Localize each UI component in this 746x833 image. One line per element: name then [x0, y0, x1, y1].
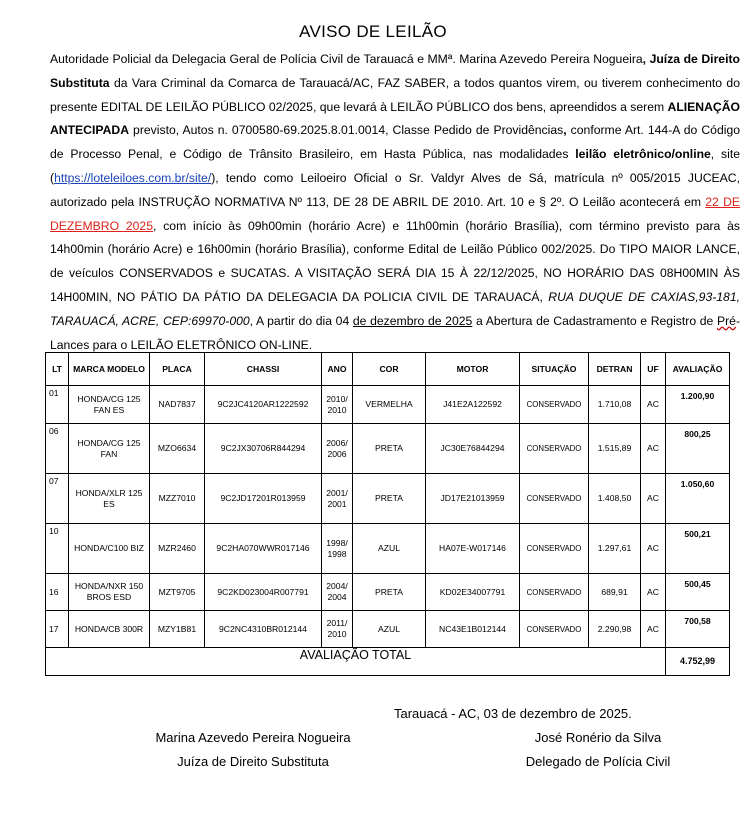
body-text-1: Autoridade Policial da Delegacia Geral de Polícia Civil de Tarauacá e MMª. Marina Azevedo Pereira Nogueira	[50, 52, 643, 66]
cell-placa: MZO6634	[150, 424, 205, 474]
cell-cor: PRETA	[353, 424, 426, 474]
cell-detran: 689,91	[589, 574, 641, 611]
auction-date: 22 DE DEZEMBRO 2025	[50, 194, 741, 233]
table-row	[46, 524, 730, 574]
header-avaliacao: AVALIAÇÃO	[666, 353, 730, 386]
notice-body	[50, 48, 740, 357]
header-lt: LT	[46, 353, 69, 386]
cell-placa: MZT9705	[150, 574, 205, 611]
signature-role: Delegado de Polícia Civil	[525, 754, 671, 769]
cell-motor: NC43E1B012144	[426, 611, 520, 648]
cell-detran: 1.408,50	[589, 474, 641, 524]
cell-cor: AZUL	[353, 611, 426, 648]
cell-ano: 2004/ 2004	[322, 574, 353, 611]
signature-name: Marina Azevedo Pereira Nogueira	[155, 730, 351, 745]
signature-judge	[138, 726, 368, 774]
cell-ano: 2010/ 2010	[322, 386, 353, 424]
table-header-row	[46, 353, 730, 386]
cell-motor: JD17E21013959	[426, 474, 520, 524]
cell-uf: AC	[641, 574, 666, 611]
cell-placa: MZY1B81	[150, 611, 205, 648]
cell-uf: AC	[641, 611, 666, 648]
table-row	[46, 574, 730, 611]
cell-chassi: 9C2NC4310BR012144	[205, 611, 322, 648]
vehicles-table	[45, 352, 730, 676]
body-text-7: conforme Art. 144-A do Código de Processo Penal, e Código de Trânsito Brasileiro, em Hasta Pública, nas modalidades	[50, 123, 741, 162]
cell-uf: AC	[641, 474, 666, 524]
cell-avaliacao: 500,21	[666, 524, 730, 574]
body-text-5: previsto, Autos n. 0700580-69.2025.8.01.0014, Classe Pedido de Providências	[129, 123, 564, 138]
cell-ano: 1998/ 1998	[322, 524, 353, 574]
total-label: AVALIAÇÃO TOTAL	[46, 648, 666, 676]
cell-situacao: CONSERVADO	[520, 386, 589, 424]
header-uf: UF	[641, 353, 666, 386]
body-text-13: , A partir do dia 04	[249, 313, 353, 328]
cell-detran: 1.710,08	[589, 386, 641, 424]
cell-avaliacao: 1.050,60	[666, 474, 730, 524]
cell-ano: 2001/ 2001	[322, 474, 353, 524]
cell-placa: MZZ7010	[150, 474, 205, 524]
cell-chassi: 9C2JD17201R013959	[205, 474, 322, 524]
signature-role: Juíza de Direito Substituta	[177, 754, 329, 769]
auction-site-link[interactable]: https://loteleiloes.com.br/site/	[54, 170, 212, 185]
cell-uf: AC	[641, 424, 666, 474]
cell-lt: 10	[46, 524, 69, 574]
cell-lt: 17	[46, 611, 69, 648]
header-chassi: CHASSI	[205, 353, 322, 386]
cell-uf: AC	[641, 386, 666, 424]
body-text-15: a Abertura de Cadastramento e Registro de	[472, 313, 717, 328]
cell-chassi: 9C2KD023004R007791	[205, 574, 322, 611]
header-placa: PLACA	[150, 353, 205, 386]
table-row	[46, 611, 730, 648]
cell-situacao: CONSERVADO	[520, 424, 589, 474]
body-text-17: -Lances para o LEILÃO ELETRÔNICO ON-LINE.	[50, 313, 740, 352]
cell-lt: 07	[46, 474, 69, 524]
cell-detran: 1.297,61	[589, 524, 641, 574]
cell-motor: J41E2A122592	[426, 386, 520, 424]
cell-lt: 06	[46, 424, 69, 474]
header-detran: DETRAN	[589, 353, 641, 386]
cell-ano: 2006/ 2006	[322, 424, 353, 474]
cell-uf: AC	[641, 524, 666, 574]
cell-cor: AZUL	[353, 524, 426, 574]
cell-modelo: HONDA/CG 125 FAN ES	[69, 386, 150, 424]
cell-modelo: HONDA/C100 BIZ	[69, 524, 150, 574]
cell-situacao: CONSERVADO	[520, 574, 589, 611]
cell-placa: MZR2460	[150, 524, 205, 574]
signature-name: José Ronério da Silva	[534, 730, 662, 745]
body-text-11: , com início às 09h00min (horário Acre) e 11h00min (horário Brasília), com término previsto para às 14h00min (horário Acre) e 16h00min (horário Brasília), conforme Edital de Leilão Público 002/2025. Do TIPO MAIOR LANCE, de veículos CONSERVADOS e SUCATAS. A VISITAÇÃO SERÁ DIA 15 À 22/12/2025, NO HORÁRIO DAS 08H00MIN ÀS 14H00MIN, NO PÁTIO DA PÁTIO DA DELEGACIA DA POLICIA CIVIL DE TARAUACÁ,	[50, 218, 740, 304]
cell-cor: VERMELHA	[353, 386, 426, 424]
body-text-10: ), tendo como Leiloeiro Oficial o Sr. Valdyr Alves de Sá, matrícula nº 005/2015 JUCEAC, autorizado pela INSTRUÇÃO NORMATIVA Nº 113, DE 28 DE ABRIL DE 2010. Art. 10 e § 2º. O Leilão acontecerá em	[50, 170, 740, 209]
cell-avaliacao: 700,58	[666, 611, 730, 648]
header-situacao: SITUAÇÃO	[520, 353, 589, 386]
total-row	[46, 648, 730, 676]
table-row	[46, 386, 730, 424]
cell-motor: KD02E34007791	[426, 574, 520, 611]
cell-situacao: CONSERVADO	[520, 474, 589, 524]
body-bold-judge: , Juíza de Direito Substituta	[50, 52, 740, 90]
city-date: Tarauacá - AC, 03 de dezembro de 2025.	[394, 706, 632, 721]
header-motor: MOTOR	[426, 353, 520, 386]
body-text-9: , site (	[50, 147, 740, 185]
cell-detran: 1.515,89	[589, 424, 641, 474]
body-bold-comma: ,	[563, 123, 567, 138]
cell-motor: HA07E-W017146	[426, 524, 520, 574]
cell-detran: 2.290,98	[589, 611, 641, 648]
cell-avaliacao: 1.200,90	[666, 386, 730, 424]
body-bold-alienacao: ALIENAÇÃO ANTECIPADA	[50, 99, 740, 138]
start-date-underlined: de dezembro de 2025	[352, 313, 473, 328]
cell-situacao: CONSERVADO	[520, 524, 589, 574]
cell-ano: 2011/ 2010	[322, 611, 353, 648]
cell-cor: PRETA	[353, 574, 426, 611]
cell-avaliacao: 500,45	[666, 574, 730, 611]
table-row	[46, 474, 730, 524]
cell-chassi: 9C2JC4120AR1222592	[205, 386, 322, 424]
cell-modelo: HONDA/NXR 150 BROS ESD	[69, 574, 150, 611]
cell-cor: PRETA	[353, 474, 426, 524]
body-text-3: da Vara Criminal da Comarca de Tarauacá/AC, FAZ SABER, a todos quantos virem, ou tiverem conhecimento do presente EDITAL DE LEILÃO PÚBLICO 02/2025, que levará à LEILÃO PÚBLICO dos bens, apreendidos a serem	[50, 75, 740, 114]
cell-chassi: 9C2JX30706R844294	[205, 424, 322, 474]
cell-lt: 01	[46, 386, 69, 424]
cell-chassi: 9C2HA070WWR017146	[205, 524, 322, 574]
pre-spellcheck: Pré	[716, 313, 736, 328]
cell-placa: NAD7837	[150, 386, 205, 424]
cell-lt: 16	[46, 574, 69, 611]
total-value: 4.752,99	[666, 648, 730, 676]
cell-motor: JC30E76844294	[426, 424, 520, 474]
cell-modelo: HONDA/CB 300R	[69, 611, 150, 648]
header-ano: ANO	[322, 353, 353, 386]
cell-modelo: HONDA/CG 125 FAN	[69, 424, 150, 474]
cell-situacao: CONSERVADO	[520, 611, 589, 648]
address-italic: RUA DUQUE DE CAXIAS,93-181, TARAUACÁ, ACRE, CEP:69970-000	[50, 289, 740, 328]
body-bold-modalidade: leilão eletrônico/online	[575, 147, 711, 162]
header-modelo: MARCA MODELO	[69, 353, 150, 386]
cell-avaliacao: 800,25	[666, 424, 730, 474]
table-row	[46, 424, 730, 474]
page-title: AVISO DE LEILÃO	[299, 22, 447, 41]
signature-delegate	[498, 726, 698, 774]
cell-modelo: HONDA/XLR 125 ES	[69, 474, 150, 524]
header-cor: COR	[353, 353, 426, 386]
